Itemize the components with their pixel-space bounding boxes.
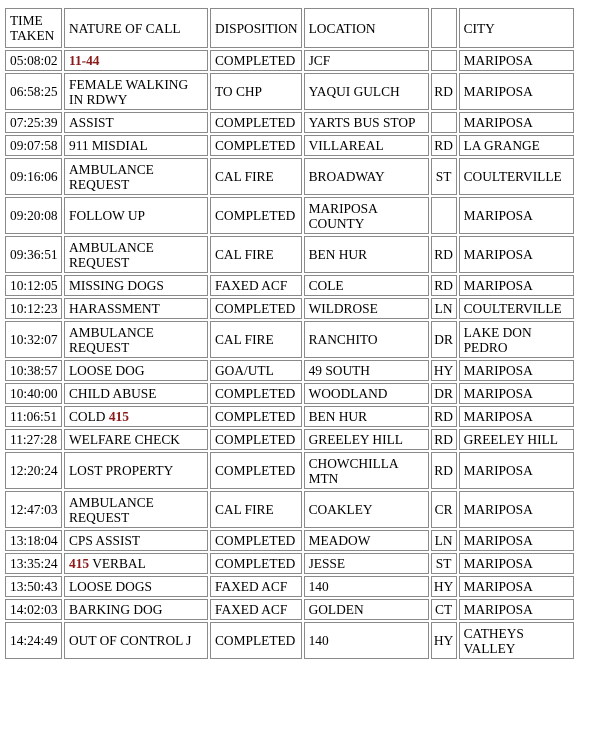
cell-location: GREELEY HILL — [304, 429, 429, 450]
cell-time-taken: 10:38:57 — [5, 360, 62, 381]
header-street-suffix — [431, 8, 457, 48]
cell-city: LAKE DON PEDRO — [459, 321, 574, 358]
call-nature-text: VERBAL — [92, 556, 146, 571]
cell-city: MARIPOSA — [459, 50, 574, 71]
call-nature-text: LOOSE DOGS — [69, 579, 152, 594]
cell-street-suffix: HY — [431, 360, 457, 381]
cell-city: CATHEYS VALLEY — [459, 622, 574, 659]
cell-location: 49 SOUTH — [304, 360, 429, 381]
table-row — [5, 553, 574, 574]
cell-city: MARIPOSA — [459, 197, 574, 234]
header-location: LOCATION — [304, 8, 429, 48]
cell-disposition: COMPLETED — [210, 298, 302, 319]
cell-time-taken: 12:47:03 — [5, 491, 62, 528]
call-nature-text: LOST PROPERTY — [69, 463, 174, 478]
cell-disposition: CAL FIRE — [210, 158, 302, 195]
cell-city: MARIPOSA — [459, 553, 574, 574]
cell-city: MARIPOSA — [459, 599, 574, 620]
cell-disposition: CAL FIRE — [210, 321, 302, 358]
cell-nature-of-call — [64, 406, 208, 427]
cell-time-taken: 10:40:00 — [5, 383, 62, 404]
cell-disposition: COMPLETED — [210, 553, 302, 574]
cell-city: MARIPOSA — [459, 452, 574, 489]
cell-time-taken: 13:18:04 — [5, 530, 62, 551]
cell-location: YARTS BUS STOP — [304, 112, 429, 133]
cell-time-taken: 09:16:06 — [5, 158, 62, 195]
cell-location: VILLAREAL — [304, 135, 429, 156]
call-nature-text: ASSIST — [69, 115, 114, 130]
cell-disposition: CAL FIRE — [210, 491, 302, 528]
cell-nature-of-call — [64, 530, 208, 551]
cell-time-taken: 09:20:08 — [5, 197, 62, 234]
call-nature-text: LOOSE DOG — [69, 363, 145, 378]
cell-city: MARIPOSA — [459, 383, 574, 404]
cell-city: MARIPOSA — [459, 275, 574, 296]
cell-disposition: TO CHP — [210, 73, 302, 110]
cell-city: MARIPOSA — [459, 576, 574, 597]
cell-nature-of-call — [64, 576, 208, 597]
cell-street-suffix: RD — [431, 406, 457, 427]
header-city: CITY — [459, 8, 574, 48]
table-row — [5, 321, 574, 358]
table-row — [5, 73, 574, 110]
cell-city: MARIPOSA — [459, 73, 574, 110]
call-code: 415 — [69, 556, 90, 571]
cell-time-taken: 07:25:39 — [5, 112, 62, 133]
cell-nature-of-call — [64, 360, 208, 381]
cell-nature-of-call — [64, 383, 208, 404]
call-code: 415 — [108, 409, 129, 424]
table-row — [5, 576, 574, 597]
cell-city: LA GRANGE — [459, 135, 574, 156]
table-row — [5, 383, 574, 404]
cell-time-taken: 09:36:51 — [5, 236, 62, 273]
cell-street-suffix: LN — [431, 298, 457, 319]
table-row — [5, 406, 574, 427]
cell-street-suffix — [431, 50, 457, 71]
cell-location: JESSE — [304, 553, 429, 574]
cell-time-taken: 11:06:51 — [5, 406, 62, 427]
cell-time-taken: 11:27:28 — [5, 429, 62, 450]
call-nature-text: AMBULANCE REQUEST — [69, 161, 154, 192]
cell-time-taken: 05:08:02 — [5, 50, 62, 71]
call-nature-text: CHILD ABUSE — [69, 386, 157, 401]
cell-time-taken: 10:12:05 — [5, 275, 62, 296]
cell-nature-of-call — [64, 135, 208, 156]
cell-nature-of-call — [64, 50, 208, 71]
header-disposition: DISPOSITION — [210, 8, 302, 48]
cell-location: 140 — [304, 622, 429, 659]
call-nature-text: WELFARE CHECK — [69, 432, 180, 447]
cell-street-suffix: HY — [431, 622, 457, 659]
header-nature-of-call: NATURE OF CALL — [64, 8, 208, 48]
table-row — [5, 236, 574, 273]
cell-nature-of-call — [64, 73, 208, 110]
cell-disposition: COMPLETED — [210, 383, 302, 404]
cell-nature-of-call — [64, 429, 208, 450]
cell-disposition: COMPLETED — [210, 50, 302, 71]
cell-nature-of-call — [64, 452, 208, 489]
cell-street-suffix — [431, 112, 457, 133]
cell-nature-of-call — [64, 622, 208, 659]
cell-city: MARIPOSA — [459, 236, 574, 273]
table-row — [5, 197, 574, 234]
cell-disposition: COMPLETED — [210, 197, 302, 234]
table-row — [5, 491, 574, 528]
cell-city: MARIPOSA — [459, 360, 574, 381]
call-nature-text: AMBULANCE REQUEST — [69, 324, 154, 355]
cell-street-suffix — [431, 197, 457, 234]
cell-time-taken: 10:32:07 — [5, 321, 62, 358]
table-row — [5, 50, 574, 71]
table-row — [5, 429, 574, 450]
cell-street-suffix: CT — [431, 599, 457, 620]
cell-location: YAQUI GULCH — [304, 73, 429, 110]
cell-location: GOLDEN — [304, 599, 429, 620]
cell-city: MARIPOSA — [459, 530, 574, 551]
table-row — [5, 135, 574, 156]
cell-time-taken: 10:12:23 — [5, 298, 62, 319]
cell-city: COULTERVILLE — [459, 158, 574, 195]
cell-nature-of-call — [64, 321, 208, 358]
cell-disposition: COMPLETED — [210, 406, 302, 427]
cell-street-suffix: RD — [431, 452, 457, 489]
call-nature-text: COLD — [69, 409, 106, 424]
call-nature-text: HARASSMENT — [69, 301, 160, 316]
cell-location: WILDROSE — [304, 298, 429, 319]
cell-time-taken: 13:35:24 — [5, 553, 62, 574]
cell-location: CHOWCHILLA MTN — [304, 452, 429, 489]
cell-street-suffix: RD — [431, 429, 457, 450]
call-nature-text: MISSING DOGS — [69, 278, 164, 293]
table-row — [5, 530, 574, 551]
cell-location: COLE — [304, 275, 429, 296]
call-code: 11-44 — [69, 53, 100, 68]
table-row — [5, 275, 574, 296]
cell-street-suffix: DR — [431, 321, 457, 358]
cell-street-suffix: CR — [431, 491, 457, 528]
cell-time-taken: 14:02:03 — [5, 599, 62, 620]
cell-city: GREELEY HILL — [459, 429, 574, 450]
cell-disposition: COMPLETED — [210, 135, 302, 156]
call-log-table — [3, 6, 576, 661]
table-row — [5, 452, 574, 489]
cell-street-suffix: ST — [431, 553, 457, 574]
cell-nature-of-call — [64, 158, 208, 195]
cell-nature-of-call — [64, 298, 208, 319]
cell-disposition: COMPLETED — [210, 530, 302, 551]
cell-nature-of-call — [64, 197, 208, 234]
cell-street-suffix: RD — [431, 73, 457, 110]
call-nature-text: CPS ASSIST — [69, 533, 141, 548]
table-row — [5, 360, 574, 381]
table-row — [5, 599, 574, 620]
cell-disposition: FAXED ACF — [210, 599, 302, 620]
cell-city: MARIPOSA — [459, 112, 574, 133]
cell-location: BEN HUR — [304, 236, 429, 273]
cell-location: MARIPOSA COUNTY — [304, 197, 429, 234]
table-row — [5, 158, 574, 195]
cell-location: WOODLAND — [304, 383, 429, 404]
cell-time-taken: 09:07:58 — [5, 135, 62, 156]
cell-nature-of-call — [64, 491, 208, 528]
cell-time-taken: 12:20:24 — [5, 452, 62, 489]
cell-time-taken: 13:50:43 — [5, 576, 62, 597]
table-row — [5, 112, 574, 133]
cell-location: JCF — [304, 50, 429, 71]
cell-disposition: FAXED ACF — [210, 275, 302, 296]
cell-nature-of-call — [64, 553, 208, 574]
cell-time-taken: 06:58:25 — [5, 73, 62, 110]
cell-city: MARIPOSA — [459, 491, 574, 528]
cell-disposition: COMPLETED — [210, 112, 302, 133]
cell-street-suffix: RD — [431, 275, 457, 296]
cell-location: BROADWAY — [304, 158, 429, 195]
call-nature-text: AMBULANCE REQUEST — [69, 239, 154, 270]
cell-disposition: COMPLETED — [210, 622, 302, 659]
cell-street-suffix: ST — [431, 158, 457, 195]
table-row — [5, 622, 574, 659]
cell-disposition: COMPLETED — [210, 452, 302, 489]
cell-location: COAKLEY — [304, 491, 429, 528]
call-nature-text: BARKING DOG — [69, 602, 163, 617]
call-nature-text: OUT OF CONTROL J — [69, 633, 192, 648]
header-row — [5, 8, 574, 48]
cell-disposition: CAL FIRE — [210, 236, 302, 273]
cell-location: BEN HUR — [304, 406, 429, 427]
cell-disposition: FAXED ACF — [210, 576, 302, 597]
cell-nature-of-call — [64, 275, 208, 296]
cell-nature-of-call — [64, 112, 208, 133]
cell-location: 140 — [304, 576, 429, 597]
cell-street-suffix: RD — [431, 236, 457, 273]
cell-street-suffix: RD — [431, 135, 457, 156]
cell-nature-of-call — [64, 236, 208, 273]
cell-disposition: COMPLETED — [210, 429, 302, 450]
call-nature-text: AMBULANCE REQUEST — [69, 494, 154, 525]
cell-street-suffix: HY — [431, 576, 457, 597]
cell-location: RANCHITO — [304, 321, 429, 358]
cell-street-suffix: LN — [431, 530, 457, 551]
header-time-taken: TIME TAKEN — [5, 8, 62, 48]
cell-location: MEADOW — [304, 530, 429, 551]
call-nature-text: 911 MISDIAL — [69, 138, 148, 153]
cell-city: MARIPOSA — [459, 406, 574, 427]
cell-street-suffix: DR — [431, 383, 457, 404]
call-nature-text: FEMALE WALKING IN RDWY — [69, 76, 189, 107]
cell-disposition: GOA/UTL — [210, 360, 302, 381]
table-row — [5, 298, 574, 319]
cell-time-taken: 14:24:49 — [5, 622, 62, 659]
cell-nature-of-call — [64, 599, 208, 620]
call-nature-text: FOLLOW UP — [69, 208, 146, 223]
cell-city: COULTERVILLE — [459, 298, 574, 319]
